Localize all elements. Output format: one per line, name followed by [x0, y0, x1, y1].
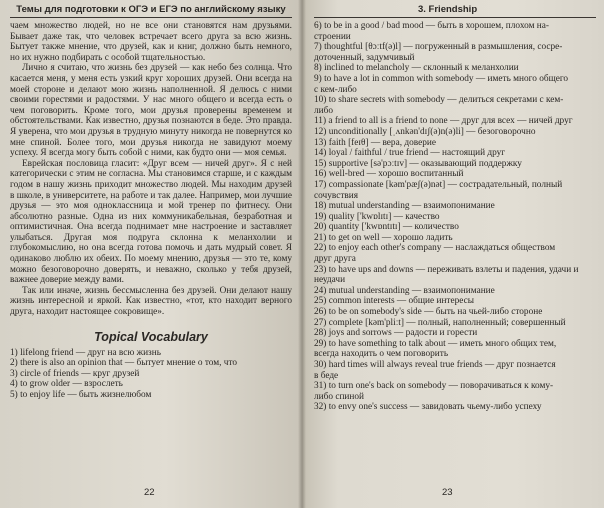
vocab-item: [314, 212, 596, 223]
vocab-term-continuation: с кем-либо: [314, 84, 357, 95]
vocab-term: 8) inclined to melancholy — склонный к меланхолии: [314, 63, 519, 74]
vocab-term: 21) to get on well — хорошо ладить: [314, 232, 453, 243]
vocab-term: 22) to enjoy each other's company — наслаждаться обществом: [314, 243, 556, 254]
vocab-term: 4) to grow older — взрослеть: [10, 379, 123, 390]
vocab-term-continuation: друг друга: [314, 254, 356, 265]
vocab-term: 14) loyal / faithful / true friend — настоящий друг: [314, 148, 506, 159]
vocab-term: 23) to have ups and downs — переживать взлеты и падения, удачи и неудачи: [314, 264, 579, 286]
page-number-left: 22: [144, 487, 155, 498]
vocab-item: [314, 360, 596, 381]
vocab-item: [314, 201, 596, 212]
vocab-heading: Topical Vocabulary: [94, 329, 208, 344]
vocab-term: 9) to have a lot in common with somebody — иметь много общего: [314, 73, 569, 84]
vocab-term: 16) well-bred — хорошо воспитанный: [314, 169, 464, 180]
vocab-item: [314, 318, 596, 329]
vocab-term-continuation: сочувствия: [314, 190, 359, 201]
vocab-term: 13) faith [feɪθ] — вера, доверие: [314, 137, 436, 148]
vocab-item: [314, 74, 596, 95]
vocab-term: 28) joys and sorrows — радости и горести: [314, 328, 478, 339]
vocab-term: 20) quantity ['kwɒntɪtɪ] — количество: [314, 222, 459, 233]
vocab-term: 5) to enjoy life — быть жизнелюбом: [10, 390, 152, 400]
vocab-item: [314, 265, 596, 286]
vocab-item: [10, 348, 292, 359]
vocab-term: 26) to be on somebody's side — быть на чьей-либо стороне: [314, 307, 543, 318]
vocab-item: [314, 63, 596, 74]
vocab-list-right: [314, 21, 596, 413]
vocab-item: [314, 296, 596, 307]
vocab-item: [314, 339, 596, 360]
vocab-term: 32) to envy one's success — завидовать чьему-либо успеху: [314, 402, 542, 413]
vocab-term: 10) to share secrets with somebody — делиться секретами с кем-: [314, 95, 564, 106]
page-number-right: 23: [442, 487, 453, 498]
vocab-term: 24) mutual understanding — взаимопонимание: [314, 285, 495, 296]
book-gutter: [298, 0, 306, 508]
vocab-term-continuation: в беде: [314, 370, 339, 381]
vocab-term-continuation: строении: [314, 31, 351, 42]
vocab-item: [10, 379, 292, 390]
vocab-item: [314, 138, 596, 149]
vocab-term: 30) hard times will always reveal true friends — друг познается: [314, 360, 556, 370]
vocab-term-continuation: доточенный, задумчивый: [314, 52, 415, 63]
vocab-item: [314, 286, 596, 297]
vocab-item: [314, 116, 596, 127]
vocab-item: [314, 180, 596, 201]
vocab-item: [10, 358, 292, 369]
vocab-item: [314, 159, 596, 170]
vocab-term: 7) thoughtful [θɔːtf(ə)l] — погруженный в размышления, сосре-: [314, 42, 563, 53]
left-running-head: Темы для подготовки к ОГЭ и ЕГЭ по английскому языку: [10, 4, 292, 18]
vocab-item: [10, 390, 292, 401]
paragraph: Лично я считаю, что жизнь без друзей — как небо без солнца. Что касается меня, у меня есть узкий круг хороших друзей. Они всегда на моей стороне и делают мою жизнь наполненной. Я делюсь с ними своими горестями и радостями. У нас много общего и всегда есть о чем поговорить. Кроме того, мои друзья проверены временем и обстоятельствами. Как известно, друзья познаются в беде. Это правда. Я уверена, что мои друзья в трудную минуту никогда не повернутся ко мне спиной. Более того, мои друзья никогда не завидуют моему успеху. Я всегда могу быть собой с ними, как будто они — моя семья.: [10, 63, 292, 159]
vocab-item: [314, 127, 596, 138]
vocab-term: 1) lifelong friend — друг на всю жизнь: [10, 347, 161, 358]
right-running-head: 3. Friendship: [314, 4, 596, 18]
paragraph: Еврейская пословица гласит: «Друг всем — ничей друг». Я с ней категорически с этим не согласна. Мы становимся старше, и с каждым годом в нашу жизнь приходит множество людей. Мы находим друзей в школе, в университете, на работе и так далее. Например, мои лучшие друзья — это моя одноклассница и мой тренер по фитнесу. Они абсолютно разные. Одна из них коммуникабельная, безработная и оптимистичная. Она всегда поднимает мне настроение и заставляет улыбаться. Другая моя подруга склонна к меланхолии и глубокомыслию, но она всегда готова помочь и дать мудрый совет. Я одинаково люблю их обеих. По моему мнению, друзья — это те, кому можно безоговорочно доверять, и неважно, сколько у тебя друзей, важнее доверие между вами.: [10, 158, 292, 286]
vocab-term: 17) compassionate [kəm'pæʃ(ə)nət] — сострадательный, полный: [314, 179, 563, 190]
vocab-item: [10, 369, 292, 380]
vocab-item: [314, 169, 596, 180]
vocab-item: [314, 328, 596, 339]
vocab-item: [314, 222, 596, 233]
vocab-term: 31) to turn one's back on somebody — поворачиваться к кому-: [314, 381, 554, 392]
paragraph: Так или иначе, жизнь бессмысленна без друзей. Они делают нашу жизнь интересной и яркой. Как известно, «тот, кто находит верного друга, находит настоящее сокровище».: [10, 285, 292, 318]
vocab-term: 15) supportive [sə'pɔːtɪv] — оказывающий поддержку: [314, 158, 522, 169]
paragraph: чаем множество людей, но не все они становятся нам друзьями. Бывает даже так, что человек встречает всего друга за всю жизнь. Бытует также мнение, что друзей, как и книг, должно быть немного, но их нужно подбирать с особой тщательностью.: [10, 21, 292, 63]
vocab-term: 12) unconditionally [ˌʌnkən'dɪʃ(ə)n(ə)li] — безоговорочно: [314, 126, 536, 137]
right-page: [302, 0, 604, 508]
vocab-item: [314, 42, 596, 63]
vocab-term-continuation: либо спиной: [314, 391, 364, 402]
vocab-term: 2) there is also an opinion that — бытует мнение о том, что: [10, 358, 238, 369]
vocab-item: [314, 233, 596, 244]
left-body-text: [10, 21, 292, 318]
vocab-term: 6) to be in a good / bad mood — быть в хорошем, плохом на-: [314, 21, 550, 31]
vocab-term: 18) mutual understanding — взаимопонимание: [314, 201, 495, 212]
vocab-term: 25) common interests — общие интересы: [314, 296, 474, 307]
vocab-item: [314, 381, 596, 402]
vocab-list-left: [10, 348, 292, 401]
vocab-term-continuation: либо: [314, 105, 333, 116]
vocab-item: [314, 243, 596, 264]
vocab-term: 3) circle of friends — круг друзей: [10, 368, 140, 379]
vocab-item: [314, 307, 596, 318]
vocab-item: [314, 21, 596, 42]
vocab-item: [314, 402, 596, 413]
vocab-term: 29) to have something to talk about — иметь много общих тем,: [314, 338, 557, 349]
vocab-item: [314, 95, 596, 116]
vocab-item: [314, 148, 596, 159]
vocab-term-continuation: всегда находить о чем поговорить: [314, 349, 449, 360]
vocab-term: 27) complete [kəm'pliːt] — полный, наполненный; совершенный: [314, 317, 566, 328]
vocab-term: 11) a friend to all is a friend to none — друг для всех — ничей друг: [314, 116, 573, 127]
vocab-term: 19) quality ['kwɒlɪtɪ] — качество: [314, 211, 440, 222]
